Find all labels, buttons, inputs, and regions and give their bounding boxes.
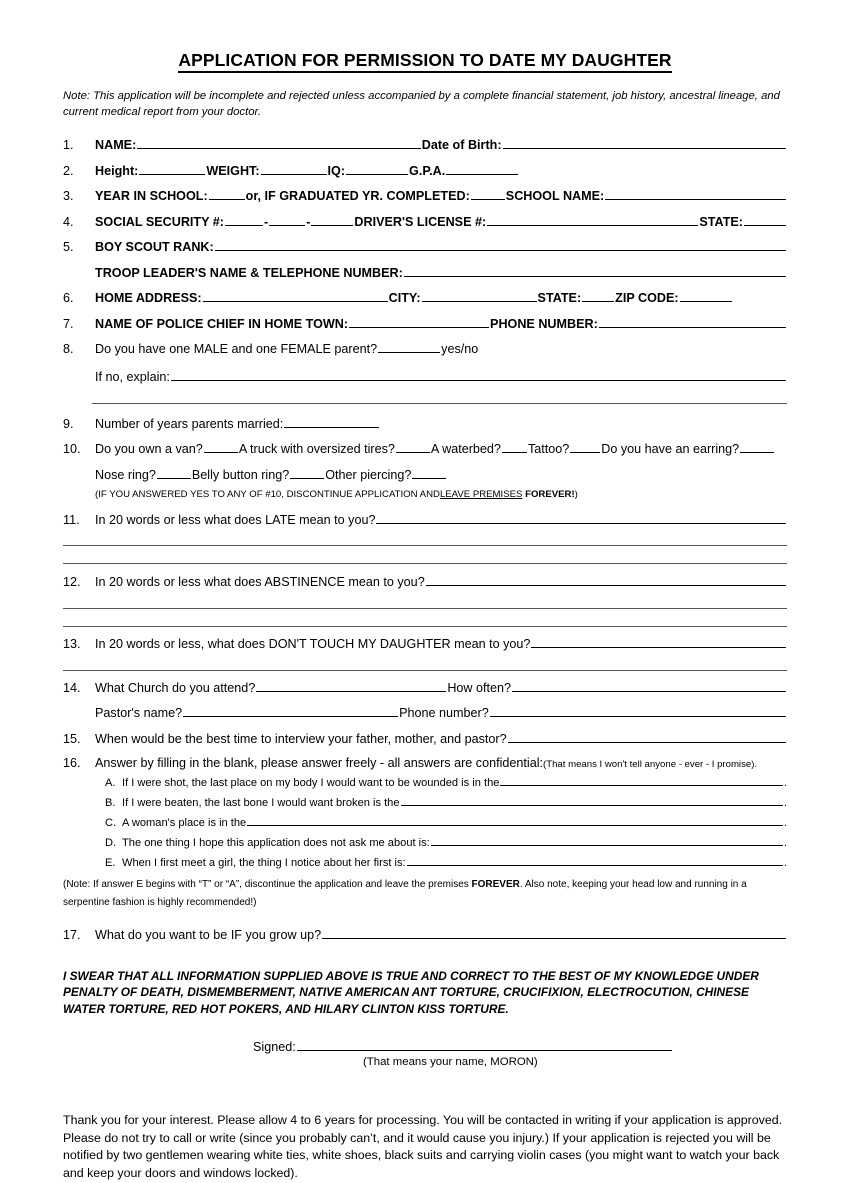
drivers-license-label: DRIVER'S LICENSE #: (354, 214, 487, 229)
how-often-label: How often? (447, 680, 512, 695)
grow-up-label: What do you want to be IF you grow up? (95, 928, 322, 943)
late-question-label: In 20 words or less what does LATE mean to you? (95, 512, 376, 527)
interview-time-input-rule[interactable] (508, 731, 786, 743)
fill-blank-label: Answer by filling in the blank, please answer freely - all answers are confidential: (95, 756, 544, 771)
ssn-dash-1: - (264, 214, 269, 229)
question-16-item-e (63, 855, 787, 869)
item-b-text: If I were beaten, the last bone I would want broken is the (122, 797, 400, 810)
name-input-rule[interactable] (137, 137, 420, 149)
height-label: Height: (95, 163, 139, 178)
state-input-rule[interactable] (582, 290, 614, 302)
late-answer-rule-2[interactable] (63, 545, 787, 546)
weight-input-rule[interactable] (261, 162, 327, 174)
gpa-input-rule[interactable] (446, 162, 518, 174)
year-in-school-label: YEAR IN SCHOOL: (95, 189, 208, 204)
dob-label: Date of Birth: (421, 137, 502, 152)
question-2 (63, 162, 787, 179)
item-c-input-rule[interactable] (247, 815, 783, 826)
explain-input-rule-2[interactable] (92, 403, 787, 404)
question-10-warning (63, 489, 787, 502)
abstinence-answer-rule-2[interactable] (63, 608, 787, 609)
state-label: STATE: (537, 291, 582, 306)
question-16-number: 16. (63, 756, 81, 771)
truck-label: A truck with oversized tires? (238, 442, 395, 457)
form-note: Note: This application will be incomplete and rejected unless accompanied by a complete financial statement, job history, ancestral lineage, and current medical report from your doctor. (63, 90, 780, 118)
q16-note-prefix: (Note: If answer E begins with “T” or “A”, discontinue the application and leave the premises (63, 879, 472, 891)
church-label: What Church do you attend? (95, 680, 256, 695)
parents-question-label: Do you have one MALE and one FEMALE parent? (95, 342, 378, 357)
question-17 (63, 927, 787, 944)
question-12-number: 12. (63, 574, 81, 589)
police-phone-input-rule[interactable] (599, 316, 786, 328)
waterbed-input-rule[interactable] (502, 441, 527, 453)
item-b-period: . (783, 797, 787, 810)
city-label: CITY: (388, 291, 421, 306)
earring-label: Do you have an earring? (601, 442, 740, 457)
height-input-rule[interactable] (139, 162, 205, 174)
question-11 (63, 511, 787, 528)
dont-touch-question-label: In 20 words or less, what does DON'T TOUCH MY DAUGHTER mean to you? (95, 636, 531, 651)
page-title-text: APPLICATION FOR PERMISSION TO DATE MY DAUGHTER (178, 50, 671, 73)
explain-input-rule-1[interactable] (171, 368, 786, 380)
police-phone-label: PHONE NUMBER: (490, 316, 598, 331)
question-14-number: 14. (63, 680, 81, 695)
question-7 (63, 316, 787, 333)
ssn-input-rule-3[interactable] (311, 213, 353, 225)
question-14 (63, 680, 787, 697)
question-11-number: 11. (63, 512, 80, 527)
years-married-input-rule[interactable] (284, 415, 379, 427)
boy-scout-rank-input-rule[interactable] (215, 239, 786, 251)
interview-time-label: When would be the best time to interview your father, mother, and pastor? (95, 732, 507, 747)
late-answer-rule-1[interactable] (376, 511, 786, 523)
item-c-letter: C. (105, 817, 117, 830)
question-12 (63, 573, 787, 590)
school-name-label: SCHOOL NAME: (505, 189, 605, 204)
dont-touch-answer-rule-1[interactable] (531, 636, 786, 648)
item-d-letter: D. (105, 837, 117, 850)
years-married-label: Number of years parents married: (95, 416, 284, 431)
question-13 (63, 636, 787, 653)
zip-code-label: ZIP CODE: (615, 291, 679, 306)
pastor-name-input-rule[interactable] (183, 705, 398, 717)
closing-paragraph: Thank you for your interest. Please allow 4 to 6 years for processing. You will be contacted in writing if your application is approved. Please do not try to call or write (since you probably can’t, and it would cause you injury.) If your application is rejected you will be notified by two gentlemen wearing white ties, white shoes, black suits and carrying violin cases (you might want to watch your back and keep your doors and windows locked). (63, 1113, 783, 1180)
ssn-label: SOCIAL SECURITY #: (95, 214, 224, 229)
other-piercing-label: Other piercing? (325, 467, 412, 482)
how-often-input-rule[interactable] (512, 680, 786, 692)
item-e-letter: E. (105, 857, 116, 870)
question-9-number: 9. (63, 416, 74, 431)
warning-suffix: ) (574, 489, 578, 501)
item-c-period: . (783, 817, 787, 830)
other-piercing-input-rule[interactable] (412, 466, 446, 478)
question-1 (63, 137, 787, 154)
item-b-letter: B. (105, 797, 116, 810)
signed-label: Signed: (253, 1040, 296, 1055)
nose-ring-label: Nose ring? (95, 467, 156, 482)
question-17-number: 17. (63, 928, 81, 943)
question-16-item-d (63, 835, 787, 849)
q11-line2-wrap (63, 545, 787, 546)
question-4-number: 4. (63, 214, 74, 229)
item-a-letter: A. (105, 777, 116, 790)
city-input-rule[interactable] (422, 290, 537, 302)
question-16-item-a (63, 775, 787, 789)
question-5-troop-leader (63, 264, 787, 281)
question-14-row2 (63, 705, 787, 722)
warning-forever: FOREVER! (525, 489, 575, 501)
home-address-label: HOME ADDRESS: (95, 291, 202, 306)
question-6 (63, 290, 787, 307)
question-10-row2 (63, 466, 787, 483)
drivers-license-input-rule[interactable] (487, 213, 698, 225)
waterbed-label: A waterbed? (430, 442, 501, 457)
belly-ring-input-rule[interactable] (290, 466, 324, 478)
q12-line2-wrap (63, 608, 787, 609)
signature-row (63, 1039, 787, 1054)
page-title (63, 50, 787, 73)
pastor-name-label: Pastor's name? (95, 706, 183, 721)
parents-yesno-input-rule[interactable] (378, 341, 440, 353)
question-16-note (63, 876, 787, 911)
dob-input-rule[interactable] (503, 137, 786, 149)
warning-leave-premises: LEAVE PREMISES (439, 489, 523, 501)
question-2-number: 2. (63, 163, 74, 178)
yr-completed-input-rule[interactable] (471, 188, 505, 200)
ssn-input-rule-1[interactable] (225, 213, 263, 225)
dont-touch-answer-rule-2[interactable] (63, 670, 787, 671)
q11-line3-wrap (63, 563, 787, 564)
pastor-phone-input-rule[interactable] (490, 705, 786, 717)
yr-completed-label: or, IF GRADUATED YR. COMPLETED: (245, 189, 470, 204)
earring-input-rule[interactable] (740, 441, 774, 453)
question-5-number: 5. (63, 240, 74, 255)
q13-line2-wrap (63, 670, 787, 671)
late-answer-rule-3[interactable] (63, 563, 787, 564)
signature-caption: (That means your name, MORON) (363, 1056, 538, 1069)
item-e-input-rule[interactable] (407, 855, 783, 866)
dl-state-input-rule[interactable] (744, 213, 786, 225)
school-name-input-rule[interactable] (605, 188, 786, 200)
grow-up-input-rule[interactable] (322, 927, 786, 939)
question-16-item-b (63, 795, 787, 809)
item-a-period: . (783, 777, 787, 790)
weight-label: WEIGHT: (206, 163, 260, 178)
item-d-input-rule[interactable] (431, 835, 783, 846)
question-4 (63, 213, 787, 230)
van-label: Do you own a van? (95, 442, 203, 457)
item-e-period: . (783, 857, 787, 870)
gpa-label: G.P.A. (409, 163, 446, 178)
q12-line3-wrap (63, 626, 787, 627)
name-label: NAME: (95, 137, 137, 152)
parents-yesno-hint: yes/no (441, 342, 479, 357)
q16-note-suffix: . Also note, keeping your head low and running in a serpentine fashion is highly recommended!) (63, 879, 747, 908)
question-16 (63, 756, 787, 772)
signature-input-rule[interactable] (297, 1039, 672, 1051)
question-1-number: 1. (63, 137, 74, 152)
question-8-number: 8. (63, 342, 74, 357)
troop-leader-label: TROOP LEADER'S NAME & TELEPHONE NUMBER: (95, 265, 403, 280)
home-address-input-rule[interactable] (203, 290, 388, 302)
tattoo-input-rule[interactable] (570, 441, 600, 453)
item-b-input-rule[interactable] (401, 795, 783, 806)
item-a-input-rule[interactable] (500, 775, 783, 786)
question-3 (63, 188, 787, 205)
abstinence-answer-rule-3[interactable] (63, 626, 787, 627)
question-8-explain-line-2-wrap (92, 403, 787, 404)
item-e-text: When I first meet a girl, the thing I notice about her first is: (122, 857, 406, 870)
tattoo-label: Tattoo? (527, 442, 570, 457)
question-16-item-c (63, 815, 787, 829)
question-13-number: 13. (63, 636, 81, 651)
truck-input-rule[interactable] (396, 441, 430, 453)
police-chief-input-rule[interactable] (349, 316, 489, 328)
oath-statement: I SWEAR THAT ALL INFORMATION SUPPLIED ABOVE IS TRUE AND CORRECT TO THE BEST OF MY KNOWLEDGE UNDER PENALTY OF DEATH, DISMEMBERMENT, NATIVE AMERICAN ANT TORTURE, CRUCIFIXION, ELECTROCUTION, CHINESE WATER TORTURE, RED HOT POKERS, AND HILARY CLINTON KISS TORTURE. (63, 969, 759, 1016)
ssn-input-rule-2[interactable] (269, 213, 305, 225)
question-9 (63, 415, 787, 432)
question-10-number: 10. (63, 442, 81, 457)
troop-leader-input-rule[interactable] (404, 264, 786, 276)
van-input-rule[interactable] (204, 441, 238, 453)
question-15 (63, 731, 787, 748)
q16-note-forever: FOREVER (471, 879, 520, 891)
question-8-explain (63, 368, 787, 385)
year-in-school-input-rule[interactable] (209, 188, 245, 200)
item-d-text: The one thing I hope this application does not ask me about is: (122, 837, 430, 850)
question-10 (63, 441, 787, 458)
item-c-text: A woman's place is in the (122, 817, 247, 830)
dl-state-label: STATE: (699, 214, 743, 229)
boy-scout-rank-label: BOY SCOUT RANK: (95, 240, 214, 255)
iq-input-rule[interactable] (346, 162, 408, 174)
question-5 (63, 239, 787, 256)
nose-ring-input-rule[interactable] (157, 466, 191, 478)
question-6-number: 6. (63, 291, 74, 306)
iq-label: IQ: (327, 163, 346, 178)
question-8 (63, 341, 787, 358)
question-15-number: 15. (63, 732, 81, 747)
item-a-text: If I were shot, the last place on my body I would want to be wounded is in the (122, 777, 500, 790)
item-d-period: . (783, 837, 787, 850)
zip-code-input-rule[interactable] (680, 290, 732, 302)
question-3-number: 3. (63, 189, 74, 204)
warning-prefix: (IF YOU ANSWERED YES TO ANY OF #10, DISCONTINUE APPLICATION AND (95, 489, 440, 501)
explain-label: If no, explain: (95, 369, 170, 384)
church-input-rule[interactable] (256, 680, 446, 692)
belly-ring-label: Belly button ring? (191, 467, 290, 482)
question-7-number: 7. (63, 316, 74, 331)
fill-blank-aside: (That means I won't tell anyone - ever - I promise). (543, 759, 758, 771)
abstinence-answer-rule-1[interactable] (426, 573, 786, 585)
ssn-dash-2: - (306, 214, 311, 229)
pastor-phone-label: Phone number? (399, 706, 489, 721)
police-chief-label: NAME OF POLICE CHIEF IN HOME TOWN: (95, 316, 349, 331)
abstinence-question-label: In 20 words or less what does ABSTINENCE mean to you? (95, 574, 425, 589)
